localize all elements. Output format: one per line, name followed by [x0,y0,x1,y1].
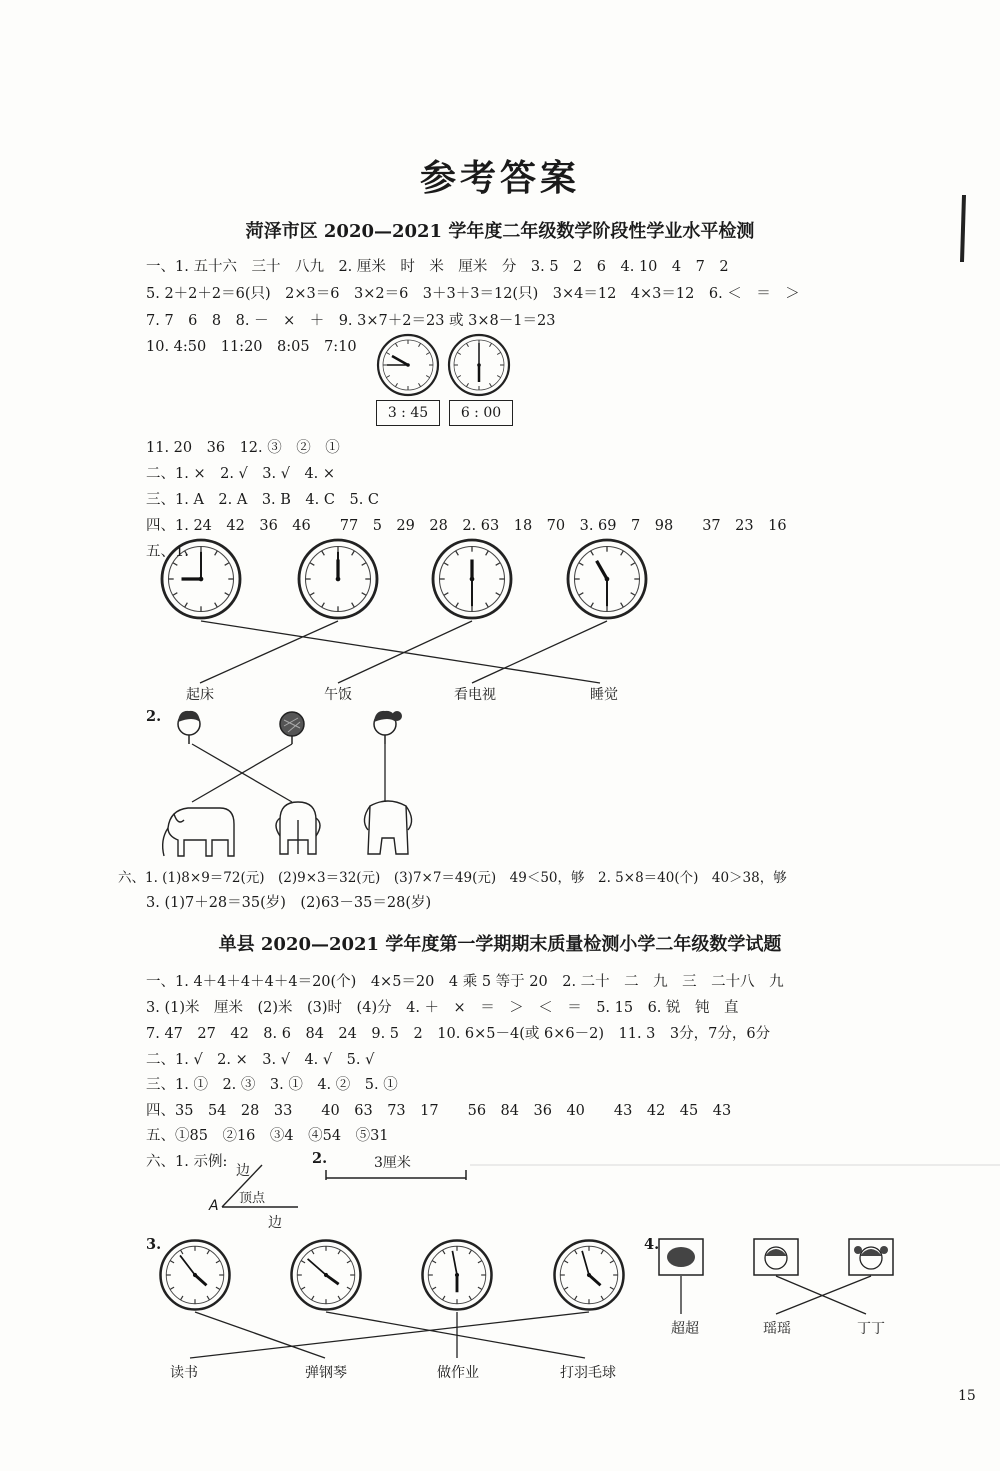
page-title: 参考答案 [419,157,580,199]
elephant-icon [276,802,320,854]
angle-label: 顶点 [239,1191,266,1206]
text-line: 五、①85 ②16 ③4 ④54 ⑤31 [146,1128,389,1144]
kid-label: 瑶瑶 [763,1321,791,1337]
question-number: 2. [312,1150,328,1167]
text-line: 二、1. × 2. √ 3. √ 4. × [146,466,336,482]
activity-label: 打羽毛球 [560,1365,616,1381]
activity-label: 读书 [170,1365,198,1381]
kid-label: 超超 [671,1321,699,1337]
activity-label: 做作业 [437,1365,479,1381]
clock-icon [161,1241,230,1310]
match-label: 看电视 [454,687,496,703]
clock-icon [299,540,377,618]
ruler-label: 3厘米 [374,1155,411,1171]
child-head-icon [374,711,402,744]
kid-picture-box [849,1239,893,1275]
clock-icon [423,1241,492,1310]
match-label: 午饭 [324,687,352,703]
kid-picture-box [659,1239,703,1275]
angle-label: 边 [268,1215,282,1231]
clock-icon [449,335,509,395]
clock-icon [555,1241,624,1310]
text-line: 四、35 54 28 33 40 63 73 17 56 84 36 40 43 42 45 43 [146,1103,732,1119]
text-line: 二、1. √ 2. × 3. √ 4. √ 5. √ [146,1052,375,1068]
question-number: 2. [146,708,162,725]
section-heading-2: 单县 2020—2021 学年度第一学期期末质量检测小学二年级数学试题 [218,934,782,955]
child-head-icon [178,711,200,744]
kid-picture-box [754,1239,798,1275]
clock-icon [568,540,646,618]
text-line: 7. 7 6 8 8. － × ＋ 9. 3×7＋2＝23 或 3×8－1＝23 [146,313,556,329]
text-line: 五、1. [146,544,189,560]
text-line: 11. 20 36 12. ③ ② ① [146,440,340,456]
text-line: 一、1. 4＋4＋4＋4＋4＝20(个) 4×5＝20 4 乘 5 等于 20 2. 二十 二 九 三 二十八 九 [146,974,784,990]
question-number: 3. [146,1236,162,1253]
clock-answer-box: 6 : 00 [449,400,513,426]
clock-icon [378,335,438,395]
elephant-icon [364,801,411,854]
activity-label: 弹钢琴 [305,1365,347,1381]
text-line: 5. 2＋2＋2＝6(只) 2×3＝6 3×2＝6 3＋3＋3＝12(只) 3×4＝12 4×3＝12 6. ＜ ＝ ＞ [146,286,800,302]
text-line: 六、1. 示例: [146,1154,228,1170]
text-line: 3. (1)7＋28＝35(岁) (2)63－35＝28(岁) [146,895,432,911]
text-line: 三、1. ① 2. ③ 3. ① 4. ② 5. ① [146,1077,398,1093]
question-number: 4. [644,1236,660,1253]
section-heading-1: 菏泽市区 2020—2021 学年度二年级数学阶段性学业水平检测 [245,221,755,242]
match-label: 起床 [186,687,214,703]
text-line: 7. 47 27 42 8. 6 84 24 9. 5 2 10. 6×5－4(或 6×6－2) 11. 3 3分，7分，6分 [146,1026,771,1042]
text-line: 三、1. A 2. A 3. B 4. C 5. C [146,492,380,508]
text-line: 10. 4:50 11:20 8:05 7:10 [146,339,357,355]
clock-icon [292,1241,361,1310]
page-number: 15 [958,1388,976,1404]
match-label: 睡觉 [590,687,618,703]
elephant-icon [163,808,234,856]
clock-answer-box: 3 : 45 [376,400,440,426]
angle-label: 边 [236,1163,250,1179]
text-line: 3. (1)米 厘米 (2)米 (3)时 (4)分 4. ＋ × ＝ ＞ ＜ ＝ 5. 15 6. 锐 钝 直 [146,1000,739,1016]
kid-label: 丁丁 [857,1321,885,1337]
child-head-icon [280,712,304,744]
text-line: 四、1. 24 42 36 46 77 5 29 28 2. 63 18 70 3. 69 7 98 37 23 16 [146,518,787,534]
text-line: 一、1. 五十六 三十 八九 2. 厘米 时 米 厘米 分 3. 5 2 6 4. 10 4 7 2 [146,259,729,275]
angle-label: A [209,1198,219,1214]
text-line: 六、1. (1)8×9＝72(元) (2)9×3＝32(元) (3)7×7＝49(元) 49＜50，够 2. 5×8＝40(个) 40＞38，够 [118,870,787,886]
clock-icon [433,540,511,618]
match-lines [200,621,607,683]
